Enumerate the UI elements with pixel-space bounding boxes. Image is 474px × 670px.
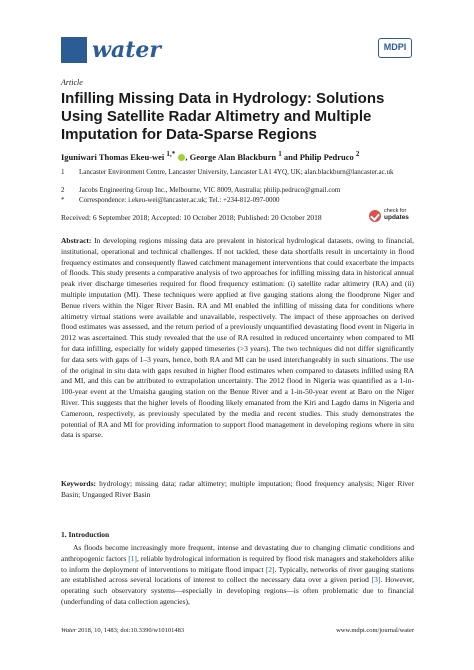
author-conjunction: and xyxy=(283,151,298,162)
article-type: Article xyxy=(61,78,83,87)
paper-title: Infilling Missing Data in Hydrology: Solutions Using Satellite Radar Altimetry and Multiple Imputation for Data-Sparse Regions xyxy=(61,90,385,143)
check-updates-icon xyxy=(369,210,381,222)
intro-paragraph: As floods become increasingly more frequent, intense and devastating due to changing climatic conditions and anthropogenic factors [1], reliable hydrological information is required by flood risk managers and stakeholders alike to inform the deployment of interventions to mitigate flood impact [2]. Typically, networks of river gauging stations are established across several locations of interest to collect the necessary data over a given period [3]. However, operating such observatory systems—especially in developing regions—is often problematic due to financial (underfunding of data collection agencies), xyxy=(61,543,415,606)
author-separator: , xyxy=(185,151,188,162)
footer-journal: Water xyxy=(61,627,77,634)
keywords xyxy=(61,479,414,501)
reference-link[interactable]: [1] xyxy=(128,553,137,563)
author-list xyxy=(61,150,359,162)
check-updates-label: check for updates xyxy=(384,208,409,221)
keywords-label: Keywords: xyxy=(61,479,96,488)
journal-name: water xyxy=(92,37,161,63)
reference-link[interactable]: [3] xyxy=(371,575,381,585)
keywords-text: hydrology; missing data; radar altimetry; multiple imputation; flood frequency analysis; Niger River Basin; Ungauged River Basin xyxy=(61,479,414,499)
journal-logo-icon xyxy=(61,37,87,63)
journal-url[interactable]: www.mdpi.com/journal/water xyxy=(336,627,414,634)
affiliation-text: Jacobs Engineering Group Inc., Melbourne, VIC 8009, Australia; philip.pedruco@gmail.com xyxy=(79,186,341,194)
abstract-label: Abstract: xyxy=(61,236,92,245)
abstract xyxy=(61,236,414,441)
author-affiliation-mark: 1,* xyxy=(166,150,176,158)
publication-dates: Received: 6 September 2018; Accepted: 10 October 2018; Published: 20 October 2018 xyxy=(61,213,322,222)
affiliation-mark: 2 xyxy=(61,186,65,194)
publisher-logo[interactable]: MDPI xyxy=(378,38,412,58)
affiliation-mark: * xyxy=(61,196,65,204)
footer-details: 2018, 10, 1483; doi:10.3390/w10101483 xyxy=(77,627,185,634)
affiliation-text: Lancaster Environment Centre, Lancaster University, Lancaster LA1 4YQ, UK; alan.blackburn@lancaster.ac.uk xyxy=(79,168,394,176)
section-heading: 1. Introduction xyxy=(61,530,110,539)
check-for-updates-button[interactable] xyxy=(369,208,409,232)
abstract-text: In developing regions missing data are prevalent in historical hydrological datasets, owing to financial, institutional, operational and technical challenges. If not tackled, these data shortfalls result in uncertainty in flood frequency estimates and consequently flawed catchment management interventions that could exacerbate the impacts of floods. This study presents a comparative analysis of two approaches for infilling missing data in historical annual peak river discharge timeseries required for flood frequency estimation: (i) satellite radar altimetry (RA) and (ii) multiple imputation (MI). These techniques were applied at five gauging stations along the floodprone Niger and Benue rivers within the Niger River Basin. RA and MI enabled the infilling of missing data for conditions where altimetry virtual stations were available and unavailable, respectively. The impact of these approaches on derived flood estimates was assessed, and the return period of a previously unquantified devastating flood event in Nigeria in 2012 was ascertained. This study revealed that the use of RA resulted in reduced uncertainty when compared to MI for data infilling, especially for widely gapped timeseries (>3 years). The two techniques did not differ significantly for data sets with gaps of 1–3 years, hence, both RA and MI can be used interchangeably in such situations. The use of the original in situ data with gaps resulted in higher flood estimates when compared to datasets infilled using RA and MI, and this can be attributed to extrapolation uncertainty. The 2012 flood in Nigeria was quantified as a 1-in-100-year event at the Umaisha gauging station on the Benue River and a 1-in-50-year event at Baro on the Niger River. This suggests that the higher levels of flooding likely emanated from the Kiri and Lagdo dams in Nigeria and Cameroon, respectively, as previously speculated by the media and recent studies. This study demonstrates the potential of RA and MI for providing information to support flood management in developing regions where in situ data is sparse. xyxy=(61,236,415,440)
affiliation-text: Correspondence: i.ekeu-wei@lancaster.ac.uk; Tel.: +234-812-097-0000 xyxy=(79,196,280,204)
author-name: George Alan Blackburn xyxy=(189,151,277,162)
affiliation-mark: 1 xyxy=(61,168,65,176)
author-name: Philip Pedruco xyxy=(299,151,354,162)
author-affiliation-mark: 2 xyxy=(355,150,360,158)
reference-link[interactable]: [2] xyxy=(265,564,275,574)
citation-footer xyxy=(61,627,184,634)
author-affiliation-mark: 1 xyxy=(278,150,282,158)
author-name: Iguniwari Thomas Ekeu-wei xyxy=(61,151,165,162)
